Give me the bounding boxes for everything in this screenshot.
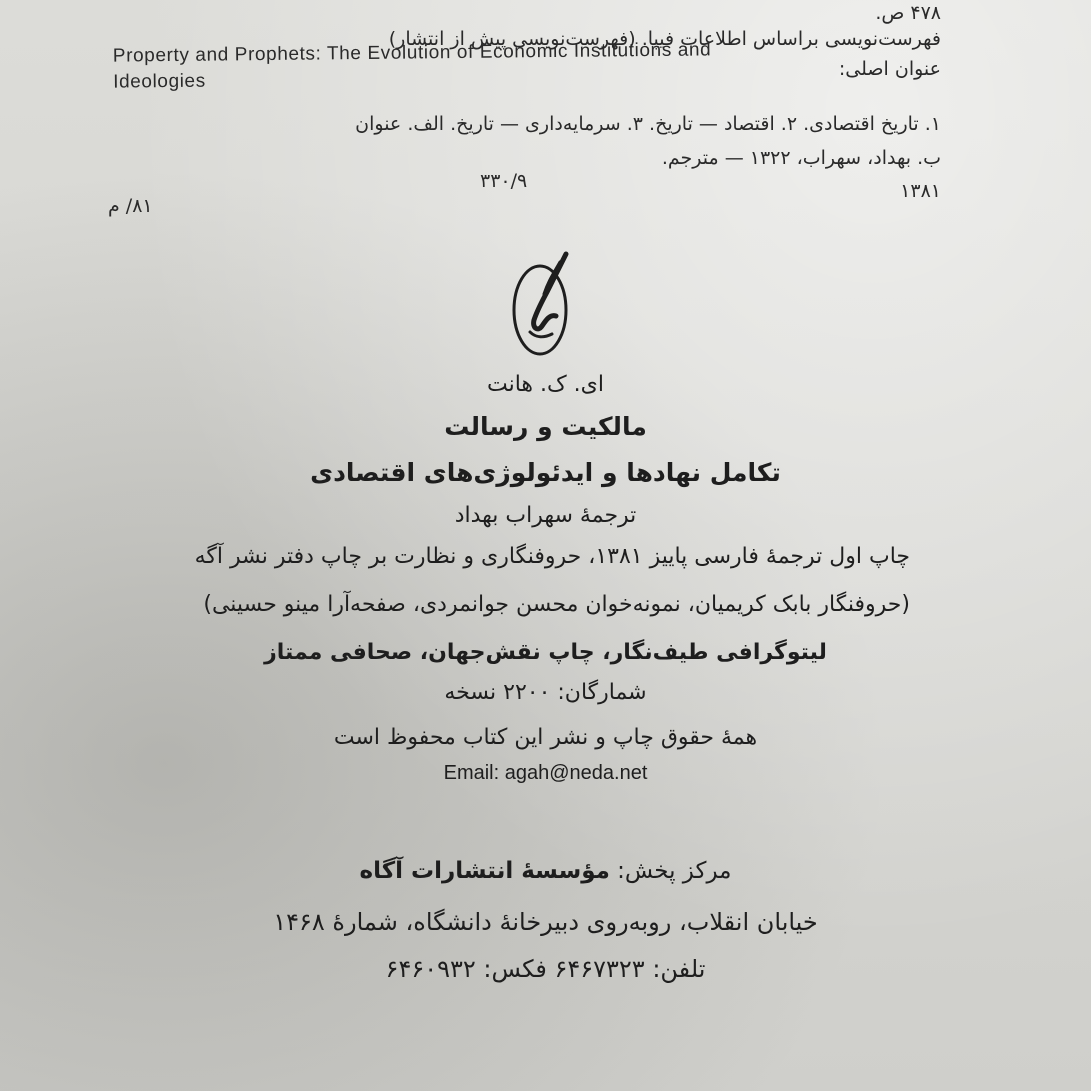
distribution-center xyxy=(0,858,1091,884)
cip-original-title: Property and Prophets: The Evolution of Economic Institutions and Ideologies xyxy=(112,39,712,93)
book-subtitle: تکامل نهادها و ایدئولوژی‌های اقتصادی xyxy=(310,458,781,487)
agah-publisher-logo-icon xyxy=(508,250,580,362)
publisher-address: خیابان انقلاب، روبه‌روی دبیرخانهٔ دانشگاه، شمارهٔ ۱۴۶۸ xyxy=(273,908,818,936)
publisher-phone: تلفن: ۶۴۶۷۳۲۳ فکس: ۶۴۶۰۹۳۲ xyxy=(385,955,706,983)
cip-page-count: ۴۷۸ ص. xyxy=(875,2,941,24)
publisher-email: Email: agah@neda.net xyxy=(443,762,648,784)
cip-original-title-label: عنوان اصلی: xyxy=(838,58,941,80)
author-name: ای. ک. هانت xyxy=(486,372,605,397)
copyright-notice: همهٔ حقوق چاپ و نشر این کتاب محفوظ است xyxy=(333,725,758,750)
print-run: شمارگان: ۲۲۰۰ نسخه xyxy=(444,680,647,705)
cip-classification: ۳۳۰/۹ xyxy=(480,170,528,192)
cip-subjects: ۱. تاریخ اقتصادی. ۲. اقتصاد — تاریخ. ۳. سرمایه‌داری — تاریخ. الف. عنوان xyxy=(355,113,941,135)
cip-translator-entry: ب. بهداد، سهراب، ۱۳۲۲ — مترجم. xyxy=(661,147,941,169)
cip-year: ۱۳۸۱ xyxy=(900,180,941,202)
cip-note: فهرست‌نویسی براساس اطلاعات فیپا. (فهرست‌نویسی پیش از انتشار) xyxy=(388,28,941,50)
distribution-publisher: مؤسسهٔ انتشارات آگاه xyxy=(359,858,610,884)
edition-info-line-2: (حروفنگار بابک کریمیان، نمونه‌خوان محسن جوانمردی، صفحه‌آرا مینو حسینی) xyxy=(203,592,910,617)
distribution-label: مرکز پخش: xyxy=(617,858,732,884)
edition-info-line-1: چاپ اول ترجمهٔ فارسی پاییز ۱۳۸۱، حروفنگاری و نظارت بر چاپ دفتر نشر آگه xyxy=(194,544,910,569)
edition-info-line-3: لیتوگرافی طیف‌نگار، چاپ نقش‌جهان، صحافی ممتاز xyxy=(264,640,827,665)
book-title: مالکیت و رسالت xyxy=(444,412,647,441)
translator-credit: ترجمهٔ سهراب بهداد xyxy=(454,503,637,528)
cip-national-number: ۸۱/ م xyxy=(108,195,153,217)
